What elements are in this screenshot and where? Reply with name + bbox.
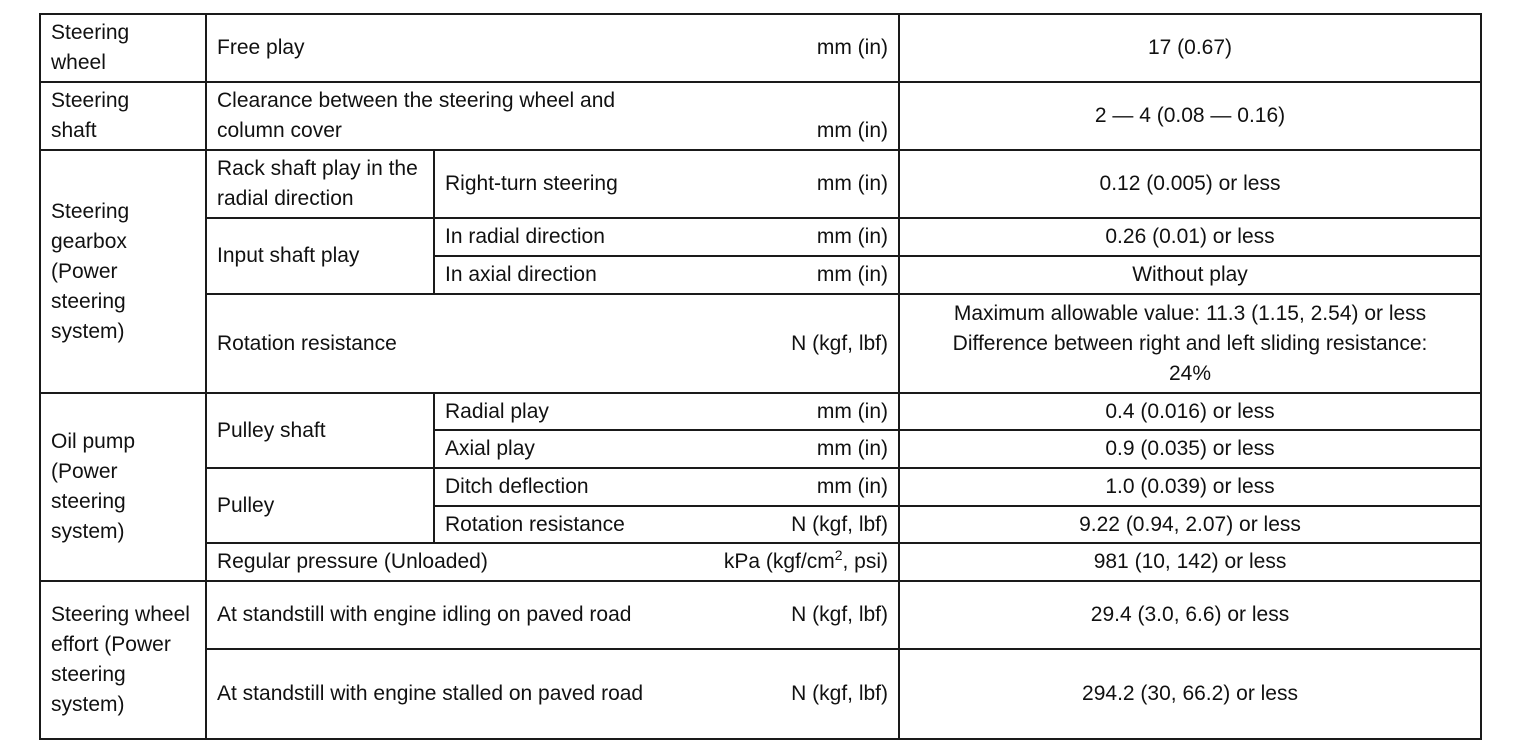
item-cell [206,581,899,649]
value-regular-pressure: 981 (10, 142) or less [899,543,1481,581]
table-row [40,581,1481,649]
category-cell [40,393,206,581]
item-stalled: At standstill with engine stalled on paved road [217,682,644,705]
sub-item-pulley-rotation: Rotation resistance [445,512,625,536]
sub-item-radial: In radial direction [445,225,605,248]
value-ditch-deflection: 1.0 (0.039) or less [899,468,1481,506]
sub-item-ditch-deflection: Ditch deflection [445,475,589,498]
item-cell [206,294,899,393]
item-cell [206,468,434,543]
unit-label: mm (in) [816,399,889,423]
item-cell [206,218,434,294]
item-cell [206,649,899,739]
unit-label: N (kgf, lbf) [791,682,889,705]
unit-label: mm (in) [816,172,889,195]
item-pulley: Pulley [217,493,275,517]
unit-label: N (kgf, lbf) [791,512,889,536]
category-steering-shaft: Steering shaft [51,89,130,142]
category-cell [40,82,206,150]
value-input-radial: 0.26 (0.01) or less [899,218,1481,256]
table-row [40,150,1481,218]
sub-item-cell [434,150,899,218]
sub-item-cell [434,430,899,468]
category-cell [40,150,206,393]
value-radial-play: 0.4 (0.016) or less [899,393,1481,430]
sub-item-cell [434,256,899,294]
value-line: 24% [1169,361,1212,385]
table-row [40,393,1481,430]
value-line: Maximum allowable value: 11.3 (1.15, 2.54) or less [953,301,1427,325]
item-input-shaft-play: Input shaft play [217,244,360,267]
table-row [40,14,1481,82]
item-cell [206,393,434,468]
unit-label: mm (in) [816,119,889,142]
value-pulley-rotation: 9.22 (0.94, 2.07) or less [899,506,1481,543]
sub-item-radial-play: Radial play [445,399,549,423]
sub-item-right-turn: Right-turn steering [445,172,618,195]
value-idling: 29.4 (3.0, 6.6) or less [899,581,1481,649]
value-rack-shaft-play: 0.12 (0.005) or less [899,150,1481,218]
item-cell [206,543,899,581]
sub-item-axial-play: Axial play [445,437,535,460]
category-wheel-effort: Steering wheel effort (Power steering system) [51,603,190,716]
table-row [40,543,1481,581]
unit-label: mm (in) [816,36,889,59]
sub-item-cell [434,468,899,506]
category-cell [40,581,206,739]
table-row [40,649,1481,739]
sub-item-cell [434,393,899,430]
unit-label: mm (in) [816,475,889,498]
item-rotation-resistance: Rotation resistance [217,331,397,355]
unit-text: kPa (kgf/cm [723,550,835,573]
unit-label [724,547,888,577]
table-row [40,294,1481,393]
category-steering-wheel: Steering wheel [51,21,130,74]
category-oil-pump: Oil pump (Power steering system) [51,430,136,543]
value-axial-play: 0.9 (0.035) or less [899,430,1481,468]
unit-label: mm (in) [816,437,889,460]
specification-table [39,13,1482,740]
table-row [40,468,1481,506]
value-clearance: 2 — 4 (0.08 — 0.16) [899,82,1481,150]
unit-label: mm (in) [816,225,889,248]
category-cell [40,14,206,82]
unit-text: , psi) [842,550,889,573]
value-free-play: 17 (0.67) [899,14,1481,82]
sub-item-cell [434,506,899,543]
value-line: Difference between right and left sliding resistance: [952,331,1428,355]
unit-label: N (kgf, lbf) [791,603,889,626]
value-stalled: 294.2 (30, 66.2) or less [899,649,1481,739]
item-pulley-shaft: Pulley shaft [217,418,326,442]
table-row [40,218,1481,256]
value-rotation-resistance [899,294,1481,393]
sub-item-axial: In axial direction [445,263,597,286]
table-row [40,82,1481,150]
value-input-axial: Without play [899,256,1481,294]
item-free-play: Free play [217,36,305,59]
item-cell [206,150,434,218]
item-cell [206,82,899,150]
item-idling: At standstill with engine idling on paved road [217,603,632,626]
item-clearance: Clearance between the steering wheel and column cover [217,89,616,142]
item-cell [206,14,899,82]
unit-label: N (kgf, lbf) [791,331,889,355]
unit-superscript: 2 [834,547,843,563]
sub-item-cell [434,218,899,256]
unit-label: mm (in) [816,263,889,286]
category-steering-gearbox: Steering gearbox (Power steering system) [51,199,130,343]
item-rack-shaft-play: Rack shaft play in the radial direction [217,157,418,210]
item-regular-pressure: Regular pressure (Unloaded) [217,550,488,573]
